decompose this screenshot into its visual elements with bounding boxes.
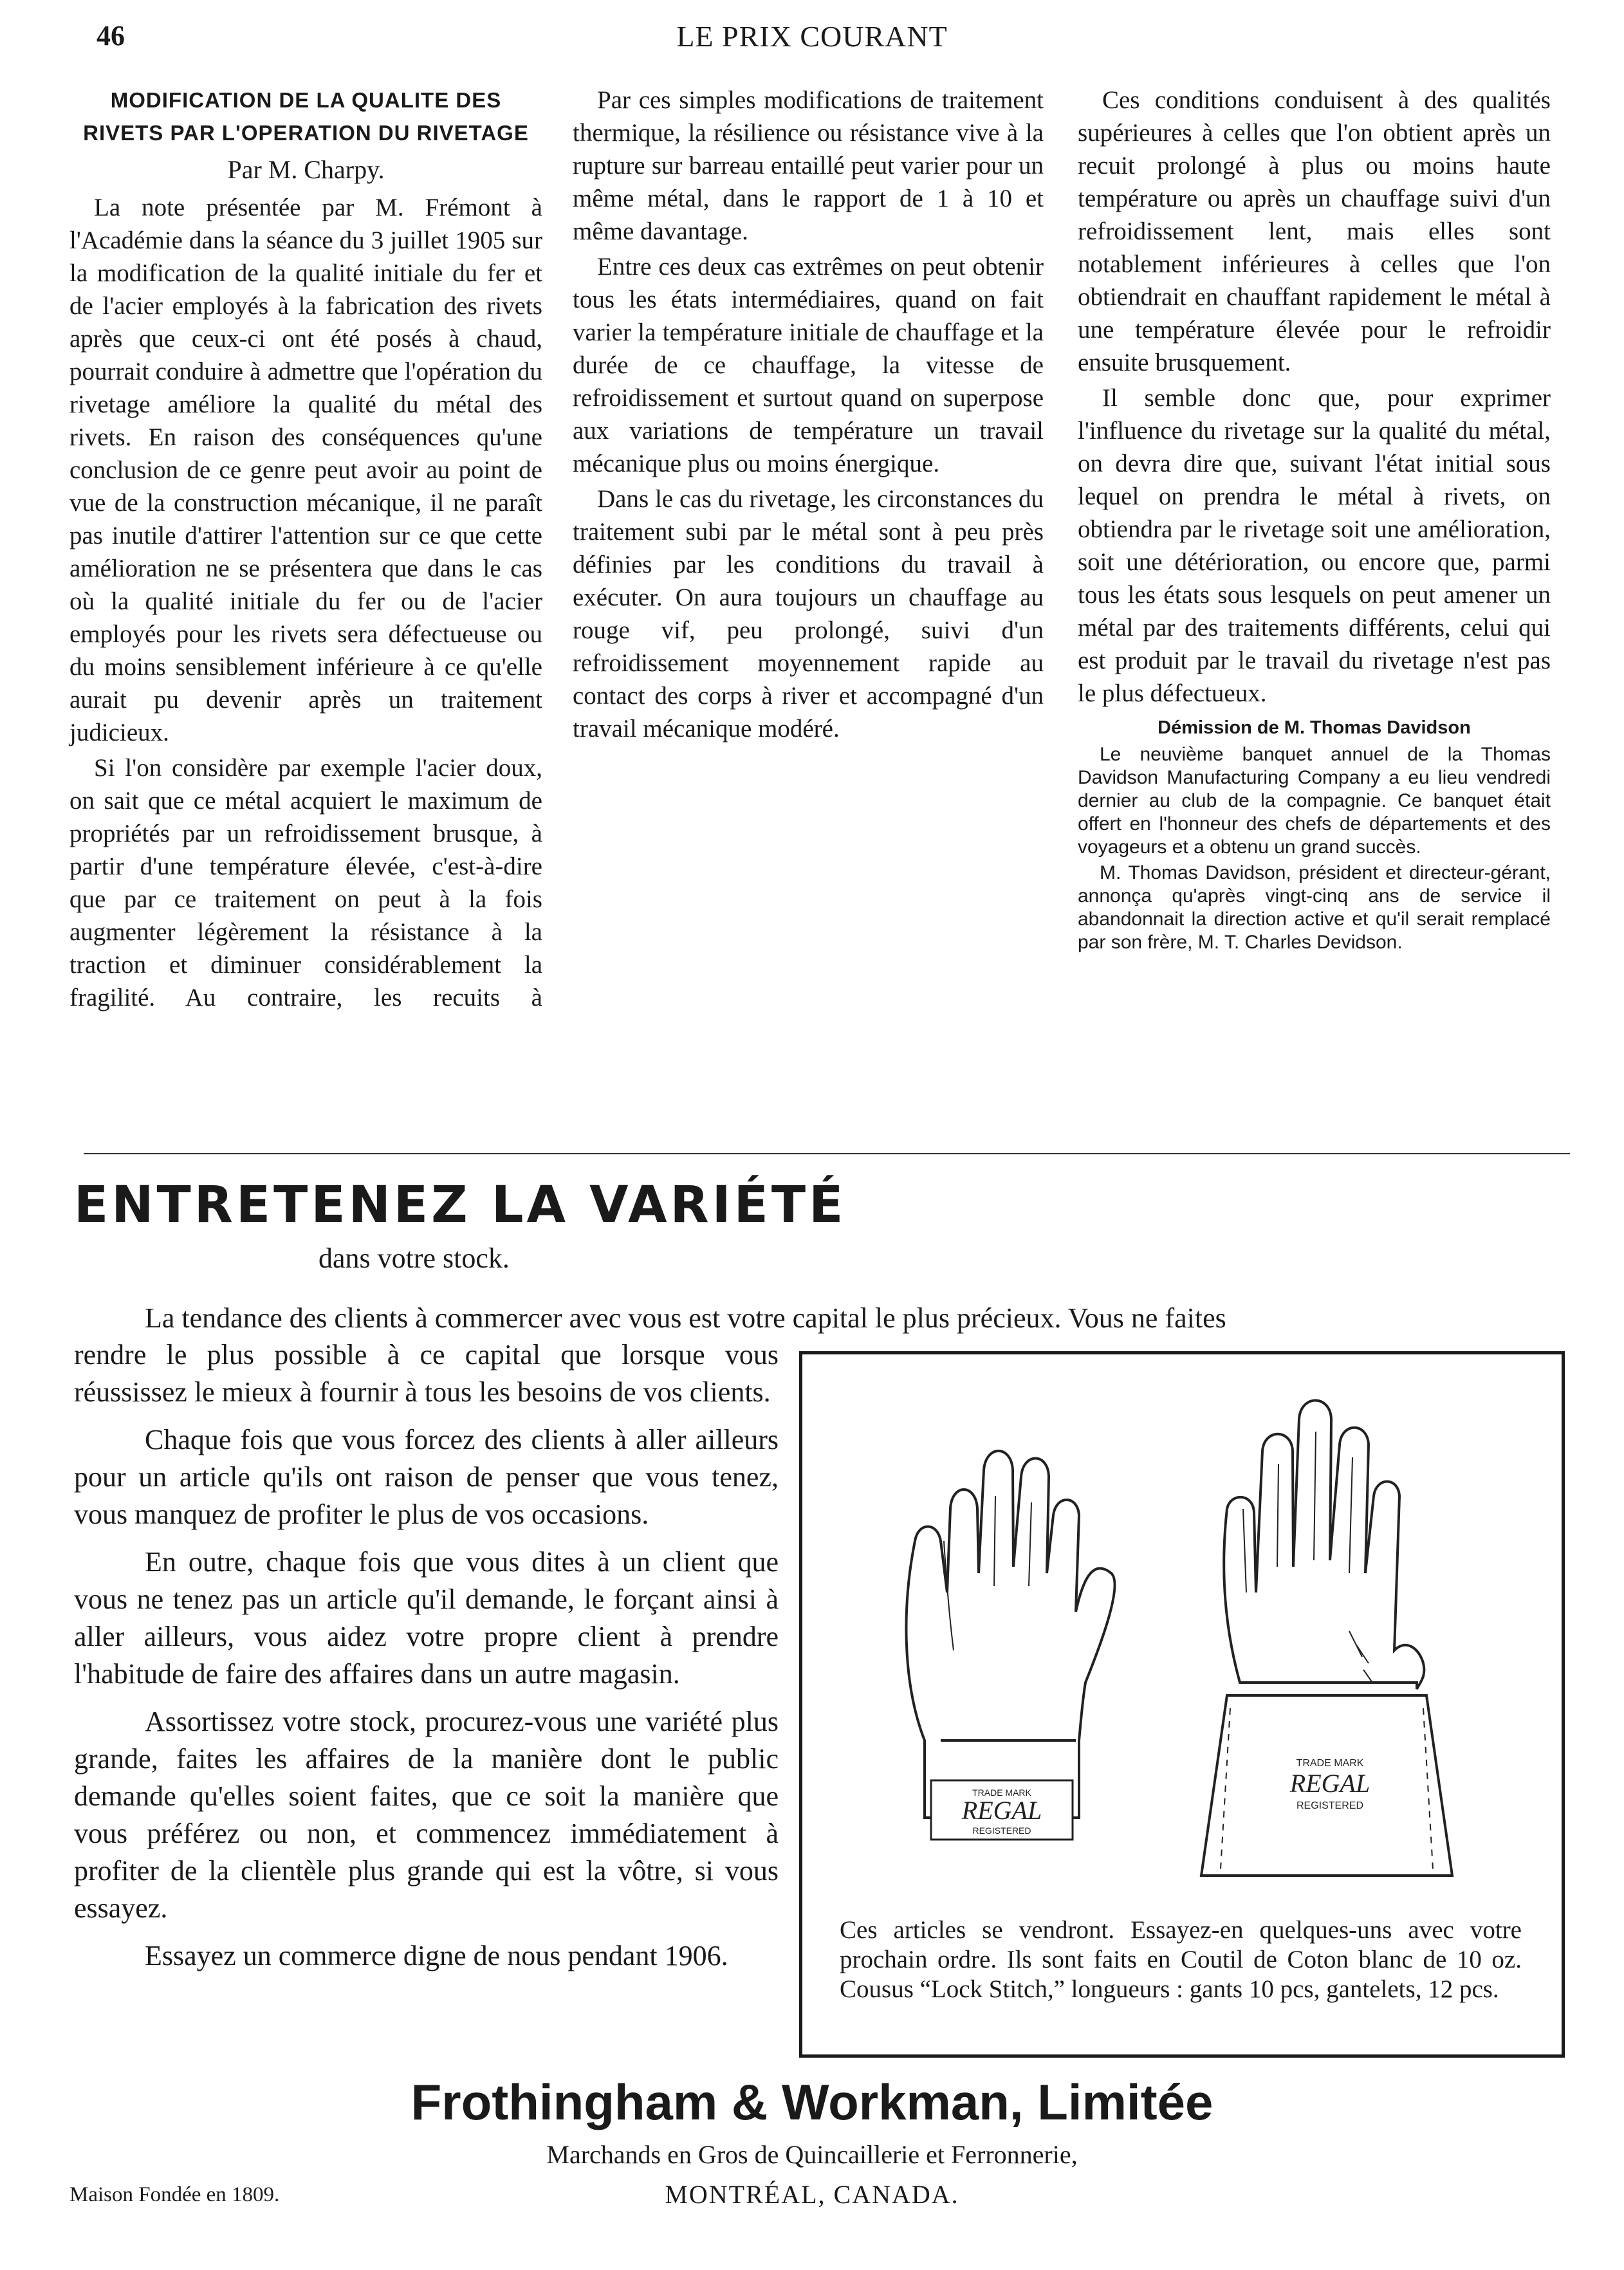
article-paragraph: Il semble donc que, pour exprimer l'influence du rivetage sur la qualité du métal, on devra dire que, suivant l'état initial sous lequel on prendra le métal à rivets, on obtiendra par le rivetage soit une amélioration, soit une détérioration, ou encore que, parmi tous les états sous lesquels on peut amener un métal par des traitements différents, celui qui est produit par le travail du rivetage n'est pas le plus défectueux. [1078,384,1551,707]
article-byline: Par M. Charpy. [227,155,385,184]
brief-paragraph: M. Thomas Davidson, président et directeur-gérant, annonça qu'après vingt-cinq ans de service il abandonnait la direction active et qu'il serait remplacé par son frère, M. T. Charles Devidson. [1078,862,1551,953]
ad-paragraph: Assortissez votre stock, procurez-vous une variété plus grande, faites les affaires de la manière dont le public demande qu'elles soient faites, que ce soit la manière que vous préférez ou non, et commencez immédiatement à profiter de la clientèle plus grande qui est la vôtre, si vous essayez. [74,1706,779,1924]
trademark-label-left: TRADE MARK [972,1787,1031,1798]
article-paragraph: Entre ces deux cas extrêmes on peut obtenir tous les états intermédiaires, quand on fait varier la température initiale de chauffage et la durée de ce chauffage, la vitesse de refroidissement et surtout quand on superpose aux variations de température un travail mécanique plus ou moins énergique. [573,253,1044,477]
article-paragraph: Dans le cas du rivetage, les circonstances du traitement subi par le métal sont à peu près définies par les conditions du travail à exécuter. On aura toujours un chauffage au rouge vif, peu prolongé, suivi d'un refroidissement moyennement rapide au contact des corps à river et accompagné d'un travail mécanique modéré. [573,485,1044,743]
running-title: LE PRIX COURANT [676,20,948,53]
brand-label-right: REGAL [1289,1769,1370,1798]
ad-headline: ENTRETENEZ LA VARIÉTÉ [74,1176,847,1234]
section-divider [84,1153,1570,1154]
product-caption: Ces articles se vendront. Essayez-en quelques-uns avec votre prochain ordre. Ils sont faits en Coutil de Coton blanc de 10 oz. Cousus “Lock Stitch,” longueurs : gants 10 pcs, gantelets, 12 pcs. [840,1916,1522,2003]
product-illustration-box [799,1351,1565,2058]
article-paragraph: La note présentée par M. Frémont à l'Académie dans la séance du 3 juillet 1905 sur la modification de la qualité initiale du fer et de l'acier employés à la fabrication des rivets après que ceux-ci ont été posés à chaud, pourrait conduire à admettre que l'opération du rivetage améliore la qualité du métal des rivets. En raison des conséquences qu'une conclusion de ce genre peut avoir au point de vue de la construction mécanique, il ne paraît pas inutile d'attirer l'attention sur ce que cette amélioration ne se présentera que dans le cas où la qualité initiale du fer ou de l'acier employés pour les rivets sera défectueuse ou du moins sensiblement inférieure à ce qu'elle aurait pu devenir après un traitement judicieux. [69,194,542,746]
article-paragraph: Par ces simples modifications de traitement thermique, la résilience ou résistance vive à la rupture sur barreau entaillé peut varier pour un même métal, dans le rapport de 1 à 10 et même davantage. [573,86,1044,245]
registered-label-right: REGISTERED [1296,1800,1364,1811]
company-name: Frothingham & Workman, Limitée [411,2074,1213,2130]
article-paragraph: Si l'on considère par exemple l'acier doux, on sait que ce métal acquiert le maximum de propriétés par un refroidissement brusque, à partir d'une température élevée, c'est-à-dire que par ce traitement on peut à la fois augmenter légèrement la résistance à la traction et diminuer considérablement la fragilité. Au contraire, les recuits à [69,754,542,1011]
glove-left [906,1451,1114,1840]
company-description: Marchands en Gros de Quincaillerie et Ferronnerie, [546,2140,1078,2169]
brand-label-left: REGAL [961,1796,1042,1825]
founded-note: Maison Fondée en 1809. [69,2183,280,2206]
ad-paragraph: rendre le plus possible à ce capital que lorsque vous réussissez le mieux à fournir à tous les besoins de vos clients. [74,1339,779,1408]
article-column-2 [573,84,1044,745]
registered-label-left: REGISTERED [972,1825,1031,1836]
article-column-1 [69,84,542,1014]
ad-subhead: dans votre stock. [318,1242,510,1274]
brief-body [1078,743,1551,954]
brief-title: Démission de M. Thomas Davidson [1158,717,1471,738]
ad-paragraph: En outre, chaque fois que vous dites à un client que vous ne tenez pas un article qu'il demande, le forçant ainsi à aller ailleurs, vous aidez votre propre client à prendre l'habitude de faire des affaires dans un autre magasin. [74,1546,779,1690]
article-column-3 [1078,84,1551,954]
ad-intro-line: La tendance des clients à commercer avec vous est votre capital le plus précieux. Vous ne faites [145,1302,1226,1334]
brief-paragraph: Le neuvième banquet annuel de la Thomas Davidson Manufacturing Company a eu lieu vendredi dernier au club de la compagnie. Ce banquet était offert en l'honneur des chefs de départements et des voyageurs et a obtenu un grand succès. [1078,744,1551,858]
glove-illustration [841,1380,1529,1908]
ad-paragraph: Chaque fois que vous forcez des clients à aller ailleurs pour un article qu'ils ont raison de penser que vous tenez, vous manquez de profiter le plus de vos occasions. [74,1424,779,1530]
ad-paragraph: Essayez un commerce digne de nous pendant 1906. [145,1940,728,1971]
article-paragraph: Ces conditions conduisent à des qualités supérieures à celles que l'on obtient après un recuit prolongé à plus ou moins haute température ou après un chauffage suivi d'un refroidissement lent, mais elles sont notablement inférieures à celles que l'on obtiendrait en chauffant rapidement le métal à une température élevée pour le refroidir ensuite brusquement. [1078,86,1551,376]
page-number: 46 [97,20,125,51]
article-title: MODIFICATION DE LA QUALITE DES RIVETS PAR L'OPERATION DU RIVETAGE [83,88,529,145]
company-city: MONTRÉAL, CANADA. [665,2180,959,2209]
ad-body [74,1336,779,1975]
trademark-label-right: TRADE MARK [1296,1758,1364,1769]
